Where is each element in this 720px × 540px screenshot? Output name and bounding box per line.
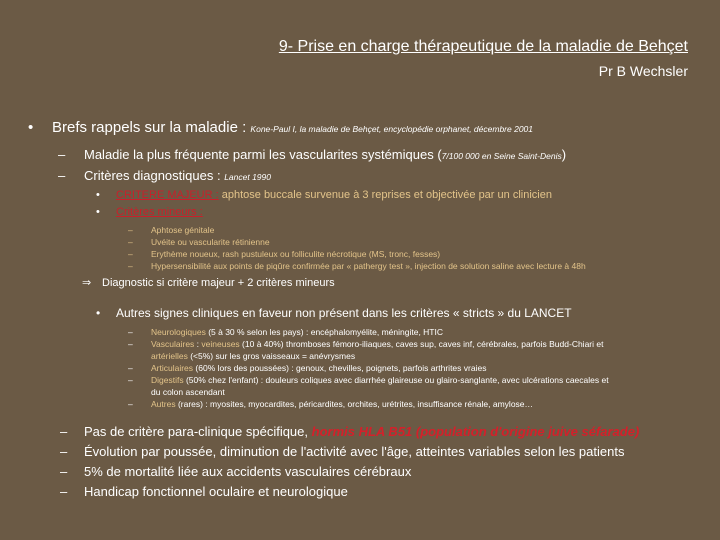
mineur-text: Aphtose génitale <box>151 225 215 235</box>
slide-title: 9- Prise en charge thérapeutique de la maladie de Behçet <box>278 38 688 55</box>
item-frequency-end: ) <box>561 147 567 162</box>
bottom-highlight: hormis HLA B51 (population d'origine juive séfarade) <box>311 424 640 439</box>
signe-item <box>22 326 612 338</box>
signe-label: Neurologiques <box>151 327 206 337</box>
critere-majeur-text: aphtose buccale survenue à 3 reprises et objectivée par un clinicien <box>218 189 552 201</box>
signe-label: Autres <box>151 399 176 409</box>
critere-majeur-label: CRITERE MAJEUR : <box>116 189 219 201</box>
item-criteria <box>22 166 702 187</box>
arrow-icon: ⇒ <box>82 277 92 289</box>
signe-label: Articulaires <box>151 363 194 373</box>
dash-marker: – <box>128 363 133 373</box>
mineur-item <box>22 236 702 248</box>
bottom-item <box>22 462 702 482</box>
bottom-item <box>22 482 702 502</box>
item-criteria-text: Critères diagnostiques : <box>84 168 225 183</box>
main-heading-ref: Kone-Paul I, la maladie de Behçet, encyclopédie orphanet, décembre 2001 <box>250 124 533 134</box>
signe-item <box>22 338 612 362</box>
diagnostic-text: Diagnostic si critère majeur + 2 critères mineurs <box>102 277 335 289</box>
bullet-marker: • <box>96 189 100 201</box>
mineur-item <box>22 248 702 260</box>
bullet-marker: • <box>96 306 101 320</box>
bottom-text: Évolution par poussée, diminution de l'activité avec l'âge, atteintes variables selon les patients <box>84 444 625 459</box>
dash-marker: – <box>58 168 66 183</box>
mineur-item <box>22 224 702 236</box>
main-heading: Brefs rappels sur la maladie : <box>52 119 251 136</box>
autres-signes <box>22 305 702 322</box>
signe-text-2: (10 à 40%) thromboses fémoro-iliaques, caves sup, caves inf, cérébrales, parfois Budd-Chiari et <box>239 339 604 349</box>
signe-text: (rares) : myosites, myocardites, péricardites, orchites, urétrites, insuffisance rénale, amylose… <box>175 399 534 409</box>
dash-marker: – <box>128 249 133 259</box>
dash-marker: – <box>128 261 133 271</box>
item-criteria-ref: Lancet 1990 <box>224 172 271 182</box>
diagnostic-rule <box>22 275 702 292</box>
bottom-text: 5% de mortalité liée aux accidents vasculaires cérébraux <box>84 464 412 479</box>
dash-marker: – <box>60 464 68 479</box>
mineur-item <box>22 260 702 272</box>
signe-text: : <box>194 339 202 349</box>
dash-marker: – <box>58 147 66 162</box>
dash-marker: – <box>128 237 133 247</box>
dash-marker: – <box>128 399 133 409</box>
bullet-marker: • <box>28 119 34 136</box>
item-frequency-ref: 7/100 000 en Seine Saint-Denis <box>441 151 562 161</box>
mineur-text: Erythème noueux, rash pustuleux ou folliculite nécrotique (MS, tronc, fesses) <box>151 249 441 259</box>
dash-marker: – <box>128 375 133 385</box>
bottom-list <box>22 422 702 502</box>
main-bullet <box>22 118 702 139</box>
signe-text: (60% lors des poussées) : genoux, chevilles, poignets, parfois arthrites vraies <box>193 363 487 373</box>
dash-marker: – <box>128 327 133 337</box>
mineurs-list <box>22 224 702 272</box>
bullet-marker: • <box>96 206 100 218</box>
signe-item <box>22 398 612 410</box>
signes-list <box>22 326 612 410</box>
signe-label-2: veineuses <box>201 339 240 349</box>
mineur-text: Hypersensibilité aux points de piqûre confirmée par « pathergy test », injection de solution saline avec lecture à 48h <box>151 261 586 271</box>
item-frequency <box>22 145 702 166</box>
signe-label: Vasculaires <box>151 339 195 349</box>
dash-marker: – <box>60 444 68 459</box>
autres-signes-text: Autres signes cliniques en faveur non présent dans les critères « stricts » du LANCET <box>116 306 572 320</box>
bottom-text: Handicap fonctionnel oculaire et neurologique <box>84 484 348 499</box>
criteres-mineurs <box>22 204 702 221</box>
mineur-text: Uvéite ou vascularite rétinienne <box>151 237 270 247</box>
slide-content <box>22 118 702 502</box>
signe-item <box>22 362 612 374</box>
signe-text: (5 à 30 % selon les pays) : encéphalomyélite, méningite, HTIC <box>205 327 443 337</box>
signe-label: Digestifs <box>151 375 184 385</box>
dash-marker: – <box>60 484 68 499</box>
bottom-text: Pas de critère para-clinique spécifique, <box>84 424 312 439</box>
critere-majeur <box>22 187 702 204</box>
dash-marker: – <box>128 339 133 349</box>
item-frequency-text: Maladie la plus fréquente parmi les vascularites systémiques ( <box>84 147 442 162</box>
dash-marker: – <box>60 424 68 439</box>
bottom-item <box>22 442 702 462</box>
slide-author: Pr B Wechsler <box>598 63 688 79</box>
signe-item <box>22 374 612 398</box>
criteres-mineurs-label: Critères mineurs : <box>116 206 203 218</box>
signe-text-3: (<5%) sur les gros vaisseaux = anévrysmes <box>187 351 356 361</box>
dash-marker: – <box>128 225 133 235</box>
signe-text: (50% chez l'enfant) : douleurs coliques avec diarrhée glaireuse ou glairo-sanglante, avec ulcérations caecales et du colon ascendant <box>151 375 609 397</box>
bottom-item <box>22 422 702 442</box>
signe-label-3: artérielles <box>151 351 188 361</box>
